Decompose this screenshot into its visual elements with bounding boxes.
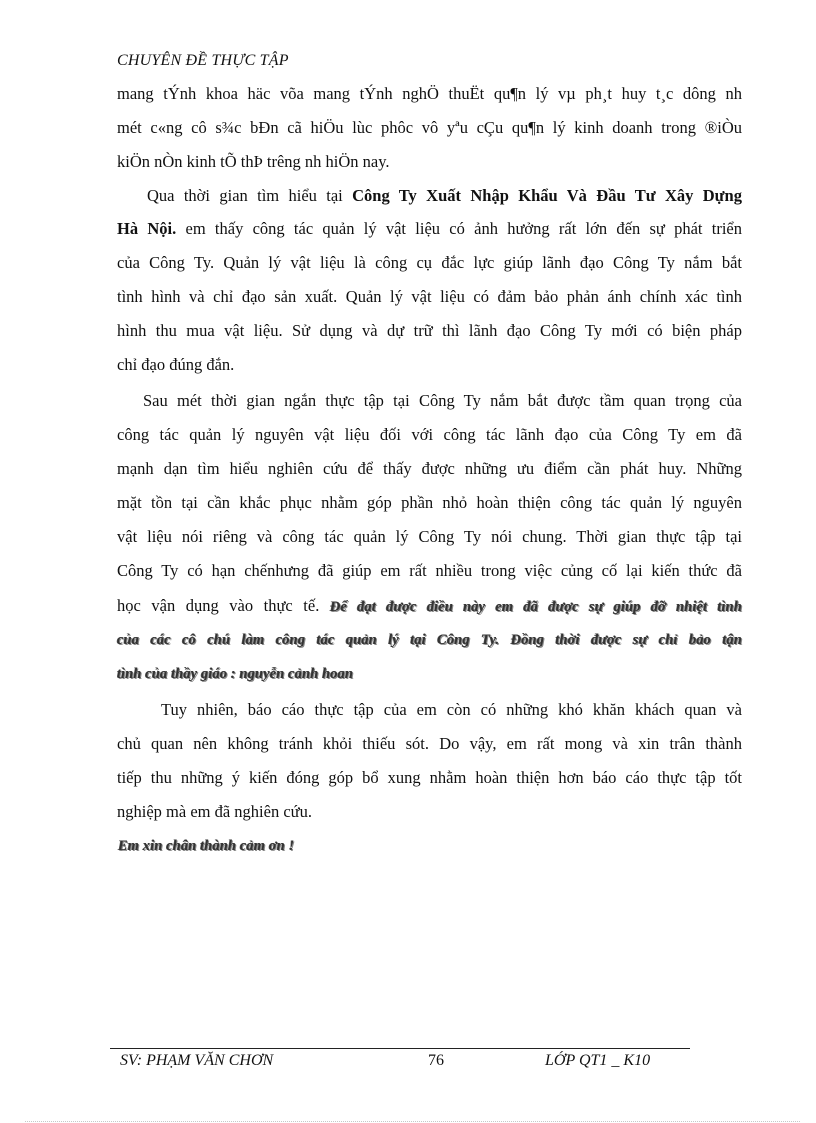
closing-line: Em xin chân thành cảm ơn ! [118,838,295,854]
paragraph-line: Sau mét thời gian ngắn thực tập tại Công Ty nắm bắt được tầm quan trọng của [143,391,742,410]
paragraph-line: hình thu mua vật liệu. Sử dụng và dự trữ thì lãnh đạo Công Ty mới có biện pháp [117,321,742,340]
paragraph-line: chỉ đạo đúng đắn. [117,355,235,374]
paragraph-line: tình hình và chỉ đạo sản xuất. Quản lý vật liệu có đảm bảo phản ánh chính xác tình [117,287,742,306]
emphasis-text: Để đạt được điều này em đã được sự giúp đỡ nhiệt tình [329,599,742,615]
page-header: CHUYÊN ĐỀ THỰC TẬP [117,52,289,69]
footer-class: LỚP QT1 _ K10 [545,1052,651,1069]
company-name: Công Ty Xuất Nhập Khẩu Và Đầu Tư Xây Dựng [352,186,742,205]
page-border-bottom [25,1121,800,1122]
paragraph-line [117,596,742,617]
paragraph-line: nghiệp mà em đã nghiên cứu. [117,802,312,821]
paragraph-line: vật liệu nói riêng và công tác quản lý Công Ty nói chung. Thời gian thực tập tại [117,527,742,546]
paragraph-line: mang tÝnh khoa häc võa mang tÝnh nghÖ thuËt qu¶n lý vµ ph¸t huy t¸c dông nh [117,84,742,103]
text-run: em thấy công tác quản lý vật liệu có ảnh hưởng rất lớn đến sự phát triển [176,219,742,238]
footer-divider [110,1048,690,1049]
paragraph-line: mét c«ng cô s¾c bÐn cã hiÖu lùc phôc vô yªu cÇu qu¶n lý kinh doanh trong ®iÒu [117,118,742,137]
emphasis-line: tình của thầy giáo : nguyễn cảnh hoan [117,666,354,682]
paragraph-line [117,219,742,239]
paragraph-line: Tuy nhiên, báo cáo thực tập của em còn có những khó khăn khách quan và [161,700,742,719]
paragraph-line: kiÖn nÒn kinh tÕ thÞ trêng nh hiÖn nay. [117,152,390,171]
company-name-end: Hà Nội. [117,219,177,238]
paragraph-line: chủ quan nên không tránh khỏi thiếu sót. Do vậy, em rất mong và xin trân thành [117,734,742,753]
text-run: học vận dụng vào thực tế. [117,596,330,615]
paragraph-line [147,186,742,206]
paragraph-line: mặt tồn tại cần khắc phục nhằm góp phần nhỏ hoàn thiện công tác quản lý nguyên [117,493,742,512]
footer-student: SV: PHẠM VĂN CHƠN [120,1052,274,1069]
paragraph-line: của Công Ty. Quản lý vật liệu là công cụ đắc lực giúp lãnh đạo Công Ty nắm bắt [117,253,742,272]
paragraph-line: tiếp thu những ý kiến đóng góp bổ xung nhằm hoàn thiện hơn báo cáo thực tập tốt [117,768,742,787]
text-run: Qua thời gian tìm hiểu tại [147,186,353,205]
paragraph-line: công tác quản lý nguyên vật liệu đối với công tác lãnh đạo của Công Ty em đã [117,425,742,444]
paragraph-line: mạnh dạn tìm hiểu nghiên cứu để thấy được những ưu điểm cần phát huy. Những [117,459,742,478]
emphasis-line: của các cô chú làm công tác quản lý tại Công Ty. Đồng thời được sự chỉ bảo tận [117,632,742,648]
paragraph-line: Công Ty có hạn chếnhưng đã giúp em rất nhiều trong việc củng cố lại kiến thức đã [117,561,742,580]
page-number: 76 [428,1052,444,1069]
